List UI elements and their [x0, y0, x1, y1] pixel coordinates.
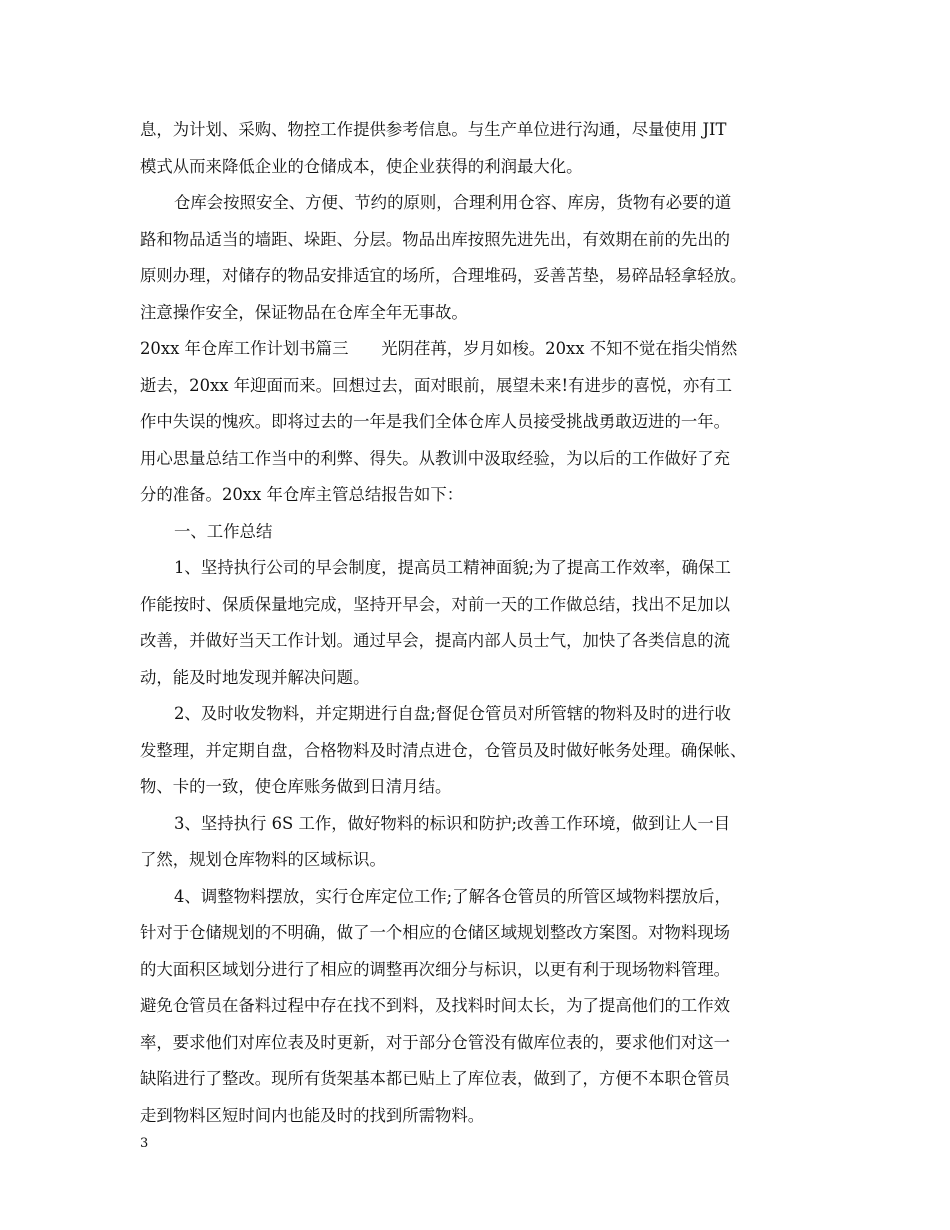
- list-item-3: 3、坚持执行 6S 工作，做好物料的标识和防护;改善工作环境，做到让人一目: [174, 813, 731, 833]
- text-line: 息，为计划、采购、物控工作提供参考信息。与生产单位进行沟通，尽量使用 JIT: [140, 120, 727, 139]
- text-line: 避免仓管员在备料过程中存在找不到料，及找料时间太长，为了提高他们的工作效: [140, 996, 731, 1015]
- text-line: 作能按时、保质保量地完成，坚持开早会，对前一天的工作做总结，找出不足加以: [140, 594, 731, 614]
- text-line: 缺陷进行了整改。现所有货架基本都已贴上了库位表，做到了，方便不本职仓管员: [140, 1069, 731, 1088]
- heading-work-summary: 一、工作总结: [174, 521, 273, 541]
- text-line: 模式从而来降低企业的仓储成本，使企业获得的利润最大化。: [140, 156, 583, 176]
- text-line: 了然，规划仓库物料的区域标识。: [140, 850, 386, 869]
- body-text: [140, 112, 812, 1134]
- text-line: 路和物品适当的墙距、垛距、分层。物品出库按照先进先出，有效期在前的先出的: [140, 229, 731, 249]
- list-item-2: 2、及时收发物料，并定期进行自盘;督促仓管员对所管辖的物料及时的进行收: [174, 704, 731, 723]
- section-title-chapter-three: 20xx 年仓库工作计划书篇三 光阴荏苒，岁月如梭。20xx 不知不觉在指尖悄然: [140, 339, 738, 358]
- text-line: 走到物料区短时间内也能及时的找到所需物料。: [140, 1105, 485, 1125]
- text-line: 分的准备。20xx 年仓库主管总结报告如下：: [140, 485, 464, 504]
- text-line: 率，要求他们对库位表及时更新，对于部分仓管没有做库位表的，要求他们对这一: [140, 1032, 731, 1052]
- text-line: 原则办理，对储存的物品安排适宜的场所，合理堆码，妥善苫垫，易碎品轻拿轻放。: [140, 266, 747, 285]
- text-line: 注意操作安全，保证物品在仓库全年无事故。: [140, 302, 468, 322]
- text-line: 用心思量总结工作当中的利弊、得失。从教训中汲取经验，为以后的工作做好了充: [140, 448, 731, 468]
- text-line: 逝去，20xx 年迎面而来。回想过去，面对眼前，展望未来!有进步的喜悦，亦有工: [140, 375, 733, 395]
- text-line: 改善，并做好当天工作计划。通过早会，提高内部人员士气，加快了各类信息的流: [140, 631, 731, 650]
- text-line: 物、卡的一致，使仓库账务做到日清月结。: [140, 777, 452, 796]
- text-line: 作中失误的愧疚。即将过去的一年是我们全体仓库人员接受挑战勇敢迈进的一年。: [140, 412, 731, 431]
- paragraph-warehouse-principles: 仓库会按照安全、方便、节约的原则，合理利用仓容、库房，货物有必要的道: [174, 193, 732, 212]
- text-line: 动，能及时地发现并解决问题。: [140, 667, 370, 687]
- text-line: 针对于仓储规划的不明确，做了一个相应的仓储区域规划整改方案图。对物料现场: [140, 923, 731, 942]
- list-item-1: 1、坚持执行公司的早会制度，提高员工精神面貌;为了提高工作效率，确保工: [174, 558, 731, 577]
- list-item-4: 4、调整物料摆放，实行仓库定位工作;了解各仓管员的所管区域物料摆放后，: [174, 886, 731, 906]
- page-number: 3: [140, 1136, 149, 1151]
- text-line: 发整理，并定期自盘，合格物料及时清点进仓，仓管员及时做好帐务处理。确保帐、: [140, 740, 747, 760]
- text-line: 的大面积区域划分进行了相应的调整再次细分与标识，以更有利于现场物料管理。: [140, 959, 731, 979]
